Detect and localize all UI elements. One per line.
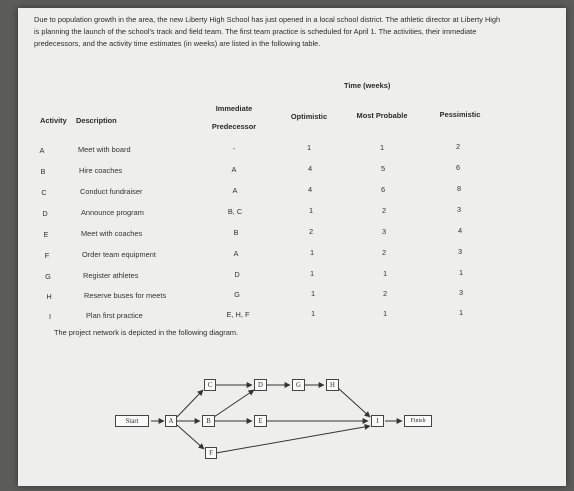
pessimistic-cell: 2	[455, 142, 461, 151]
most-probable-cell: 2	[381, 206, 387, 215]
predecessor-cell: G	[234, 290, 240, 299]
description-cell: Conduct fundraiser	[80, 187, 143, 196]
predecessor-header-line1: Immediate	[215, 104, 253, 113]
network-caption: The project network is depicted in the following diagram.	[54, 328, 239, 337]
description-cell: Reserve buses for meets	[84, 291, 167, 300]
activity-cell: H	[46, 292, 52, 301]
description-cell: Meet with coaches	[81, 229, 143, 238]
edge-a-c	[177, 390, 203, 417]
textbook-page	[18, 8, 566, 486]
node-start: Start	[115, 415, 149, 427]
predecessor-header-line2: Predecessor	[211, 122, 257, 131]
optimistic-cell: 1	[309, 269, 315, 278]
most-probable-cell: 1	[382, 309, 388, 318]
activity-cell: C	[41, 188, 47, 197]
edge-a-f	[177, 425, 204, 449]
node-f: F	[205, 447, 217, 459]
most-probable-cell: 5	[380, 164, 386, 173]
node-g: G	[292, 379, 305, 391]
activity-cell: F	[44, 251, 50, 260]
pessimistic-cell: 4	[457, 226, 463, 235]
activity-cell: G	[45, 272, 51, 281]
node-b: B	[202, 415, 215, 427]
optimistic-cell: 1	[308, 206, 314, 215]
most-probable-cell: 6	[380, 185, 386, 194]
most-probable-cell: 2	[381, 248, 387, 257]
pessimistic-cell: 1	[458, 308, 464, 317]
pessimistic-cell: 3	[457, 247, 463, 256]
pessimistic-cell: 1	[458, 268, 464, 277]
project-network-diagram	[18, 8, 566, 486]
problem-intro: Due to population growth in the area, the new Liberty High School has just opened in a local school district. The athletic director at Liberty High is planning the launch of the school's track and field team. The first team practice is scheduled for April 1. The activities, their immediate predecessors, and the activity time estimates (in weeks) are listed in the following table.	[34, 15, 501, 48]
node-c: C	[204, 379, 216, 391]
predecessor-cell: A	[231, 165, 237, 174]
activity-cell: B	[40, 167, 46, 176]
pessimistic-cell: 8	[456, 184, 462, 193]
node-finish: Finish	[404, 415, 432, 427]
activity-cell: I	[48, 312, 52, 321]
optimistic-cell: 4	[307, 185, 313, 194]
optimistic-cell: 1	[309, 248, 315, 257]
node-d: D	[254, 379, 267, 391]
activity-cell: E	[43, 230, 49, 239]
edge-f-i	[216, 426, 370, 453]
node-h: H	[326, 379, 339, 391]
edge-h-i	[338, 388, 370, 417]
predecessor-cell: B, C	[227, 207, 243, 216]
description-cell: Register athletes	[83, 271, 139, 280]
time-weeks-header: Time (weeks)	[344, 81, 391, 90]
node-i: I	[371, 415, 384, 427]
activity-cell: D	[42, 209, 48, 218]
node-a: A	[165, 415, 177, 427]
description-header: Description	[76, 116, 117, 125]
activity-cell: A	[39, 146, 45, 155]
predecessor-cell: A	[233, 249, 239, 258]
predecessor-cell: D	[234, 270, 240, 279]
pessimistic-cell: 6	[455, 163, 461, 172]
predecessor-cell: A	[232, 186, 238, 195]
node-e: E	[254, 415, 267, 427]
predecessor-cell: B	[233, 228, 239, 237]
predecessor-cell: E, H, F	[226, 310, 250, 319]
most-probable-cell: 3	[381, 227, 387, 236]
optimistic-cell: 1	[310, 289, 316, 298]
optimistic-cell: 2	[308, 227, 314, 236]
pessimistic-cell: 3	[458, 288, 464, 297]
activity-header: Activity	[40, 116, 67, 125]
most-probable-cell: 1	[379, 143, 385, 152]
most-probable-header: Most Probable	[356, 111, 408, 120]
description-cell: Plan first practice	[86, 311, 143, 320]
edge-b-d	[214, 390, 254, 417]
pessimistic-header: Pessimistic	[439, 110, 481, 119]
description-cell: Announce program	[81, 208, 144, 217]
description-cell: Hire coaches	[79, 166, 123, 175]
most-probable-cell: 1	[382, 269, 388, 278]
optimistic-cell: 1	[310, 309, 316, 318]
optimistic-cell: 4	[307, 164, 313, 173]
description-cell: Order team equipment	[82, 250, 156, 259]
description-cell: Meet with board	[78, 145, 131, 154]
pessimistic-cell: 3	[456, 205, 462, 214]
optimistic-cell: 1	[306, 143, 312, 152]
predecessor-cell: -	[232, 144, 236, 153]
most-probable-cell: 2	[382, 289, 388, 298]
optimistic-header: Optimistic	[290, 112, 328, 121]
